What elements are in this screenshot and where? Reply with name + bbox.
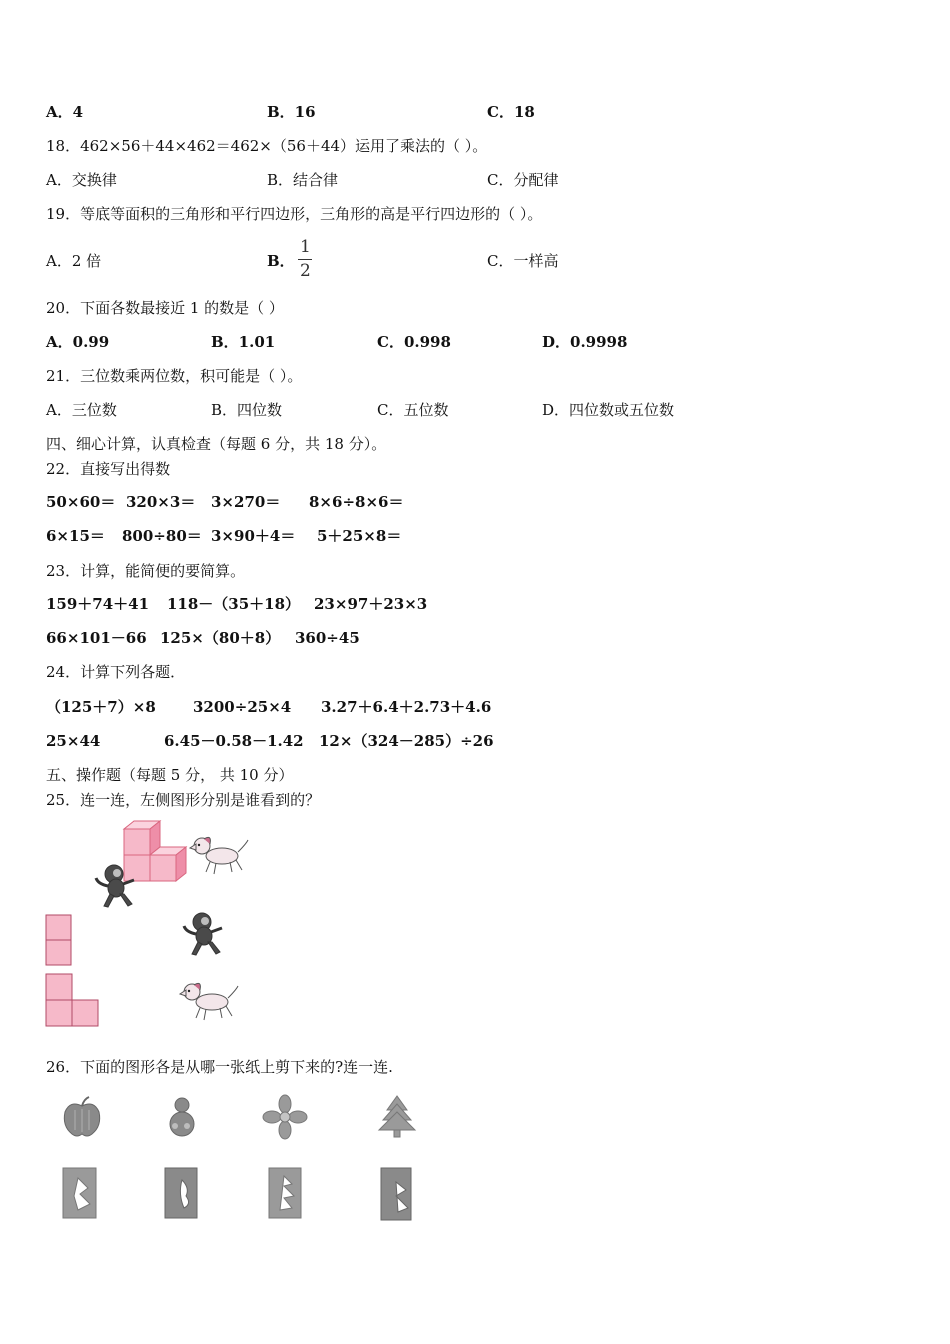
paper-cutout-3-icon bbox=[266, 1166, 304, 1220]
q26-question: 26．下面的图形各是从哪一张纸上剪下来的?连一连. bbox=[46, 1058, 393, 1076]
q25-question: 25．连一连，左侧图形分别是谁看到的？ bbox=[46, 791, 321, 809]
q24-item: 6.45－0.58－1.42 bbox=[164, 732, 304, 750]
q19-option-b-fraction bbox=[296, 237, 316, 283]
q23-item: 118－（35＋18） bbox=[167, 595, 301, 613]
q24-item: 3.27＋6.4＋2.73＋4.6 bbox=[321, 698, 492, 716]
q22-item: 6×15＝ bbox=[46, 527, 105, 545]
q22-item: 800÷80＝ bbox=[122, 527, 202, 545]
q24-item: 3200÷25×4 bbox=[193, 698, 292, 716]
monkey-icon bbox=[180, 910, 228, 958]
q18-question: 18．462×56＋44×462＝462×（56＋44）运用了乘法的（ ）。 bbox=[46, 137, 488, 155]
q17-option-b[interactable]: B．16 bbox=[267, 103, 316, 121]
q17-option-c[interactable]: C．18 bbox=[487, 103, 535, 121]
q20-option-d[interactable]: D．0.9998 bbox=[542, 333, 628, 351]
q23-item: 125×（80＋8） bbox=[160, 629, 281, 647]
dog-icon bbox=[180, 978, 240, 1024]
gourd-shape-icon bbox=[162, 1094, 202, 1140]
q19-option-b-label[interactable]: B． bbox=[267, 252, 295, 270]
q22-item: 3×90＋4＝ bbox=[211, 527, 296, 545]
q23-item: 66×101－66 bbox=[46, 629, 147, 647]
monkey-icon bbox=[92, 862, 140, 910]
q21-option-a[interactable]: A．三位数 bbox=[46, 401, 117, 419]
section-5-heading: 五、操作题（每题 5 分， 共 10 分） bbox=[46, 766, 294, 784]
q22-item: 8×6÷8×6＝ bbox=[309, 493, 404, 511]
q18-option-b[interactable]: B．结合律 bbox=[267, 171, 339, 189]
l-shape-three-squares-figure bbox=[45, 973, 99, 1027]
q18-option-a[interactable]: A．交换律 bbox=[46, 171, 117, 189]
fraction-denominator: 2 bbox=[300, 261, 311, 281]
q23-item: 159＋74＋41 bbox=[46, 595, 150, 613]
q23-item: 360÷45 bbox=[295, 629, 360, 647]
q20-option-a[interactable]: A．0.99 bbox=[46, 333, 110, 351]
q20-question: 20．下面各数最接近 1 的数是（ ） bbox=[46, 299, 284, 317]
q24-item: （125＋7）×8 bbox=[46, 698, 156, 716]
q24-question: 24．计算下列各题． bbox=[46, 663, 186, 681]
q19-option-c[interactable]: C．一样高 bbox=[487, 252, 559, 270]
q22-item: 320×3＝ bbox=[126, 493, 196, 511]
tree-shape-icon bbox=[375, 1094, 419, 1140]
q19-option-a[interactable]: A．2 倍 bbox=[46, 252, 102, 270]
q17-option-a[interactable]: A．4 bbox=[46, 103, 84, 121]
q19-question: 19．等底等面积的三角形和平行四边形，三角形的高是平行四边形的（ ）。 bbox=[46, 205, 543, 223]
q21-option-b[interactable]: B．四位数 bbox=[211, 401, 283, 419]
flower-shape-icon bbox=[262, 1094, 308, 1140]
two-square-column-figure bbox=[45, 914, 73, 966]
paper-cutout-4-icon bbox=[378, 1166, 414, 1222]
q21-option-d[interactable]: D．四位数或五位数 bbox=[542, 401, 675, 419]
q20-option-b[interactable]: B．1.01 bbox=[211, 333, 276, 351]
q24-item: 12×（324－285）÷26 bbox=[319, 732, 494, 750]
q20-option-c[interactable]: C．0.998 bbox=[377, 333, 451, 351]
paper-cutout-2-icon bbox=[162, 1166, 200, 1220]
paper-cutout-1-icon bbox=[60, 1166, 100, 1220]
q22-item: 5＋25×8＝ bbox=[317, 527, 402, 545]
q23-question: 23．计算，能简便的要简算。 bbox=[46, 562, 246, 580]
q18-option-c[interactable]: C．分配律 bbox=[487, 171, 559, 189]
dog-icon bbox=[190, 832, 250, 878]
q21-option-c[interactable]: C．五位数 bbox=[377, 401, 449, 419]
apple-shape-icon bbox=[60, 1096, 104, 1140]
q22-question: 22．直接写出得数 bbox=[46, 460, 171, 478]
q22-item: 3×270＝ bbox=[211, 493, 281, 511]
q23-item: 23×97＋23×3 bbox=[314, 595, 428, 613]
q24-item: 25×44 bbox=[46, 732, 101, 750]
q22-item: 50×60＝ bbox=[46, 493, 116, 511]
fraction-bar bbox=[298, 259, 312, 260]
section-4-heading: 四、细心计算，认真检查（每题 6 分，共 18 分）。 bbox=[46, 435, 387, 453]
q21-question: 21．三位数乘两位数，积可能是（ ）。 bbox=[46, 367, 303, 385]
fraction-numerator: 1 bbox=[300, 237, 311, 257]
